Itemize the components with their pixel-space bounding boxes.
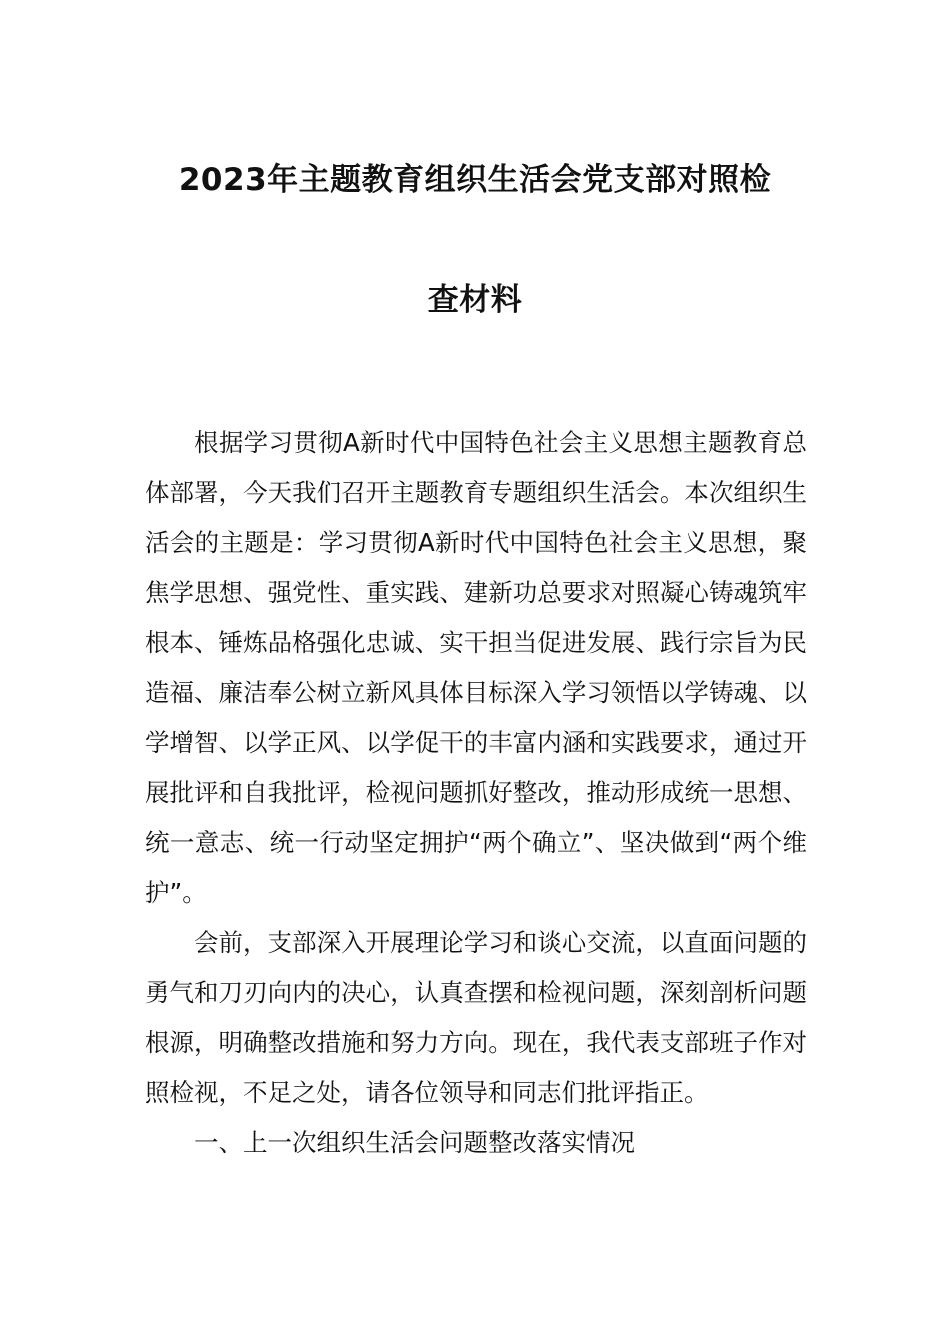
paragraph-intro: 根据学习贯彻A新时代中国特色社会主义思想主题教育总体部署，今天我们召开主题教育专题组织生活会。本次组织生活会的主题是：学习贯彻A新时代中国特色社会主义思想，聚焦学思想、强党性、重实践、建新功总要求对照凝心铸魂筑牢根本、锤炼品格强化忠诚、实干担当促进发展、践行宗旨为民造福、廉洁奉公树立新风具体目标深入学习领悟以学铸魂、以学增智、以学正风、以学促干的丰富内涵和实践要求，通过开展批评和自我批评，检视问题抓好整改，推动形成统一思想、统一意志、统一行动坚定拥护“两个确立”、坚决做到“两个维护”。 bbox=[145, 428, 807, 907]
document-body bbox=[145, 418, 807, 1168]
section-heading-1: 一、上一次组织生活会问题整改落实情况 bbox=[194, 1128, 635, 1157]
document-title-line-1: 2023年主题教育组织生活会党支部对照检 bbox=[178, 162, 772, 198]
paragraph-preparation: 会前，支部深入开展理论学习和谈心交流，以直面问题的勇气和刀刃向内的决心，认真查摆和检视问题，深刻剖析问题根源，明确整改措施和努力方向。现在，我代表支部班子作对照检视，不足之处，请各位领导和同志们批评指正。 bbox=[145, 928, 807, 1107]
document-title-line-2: 查材料 bbox=[427, 282, 523, 318]
